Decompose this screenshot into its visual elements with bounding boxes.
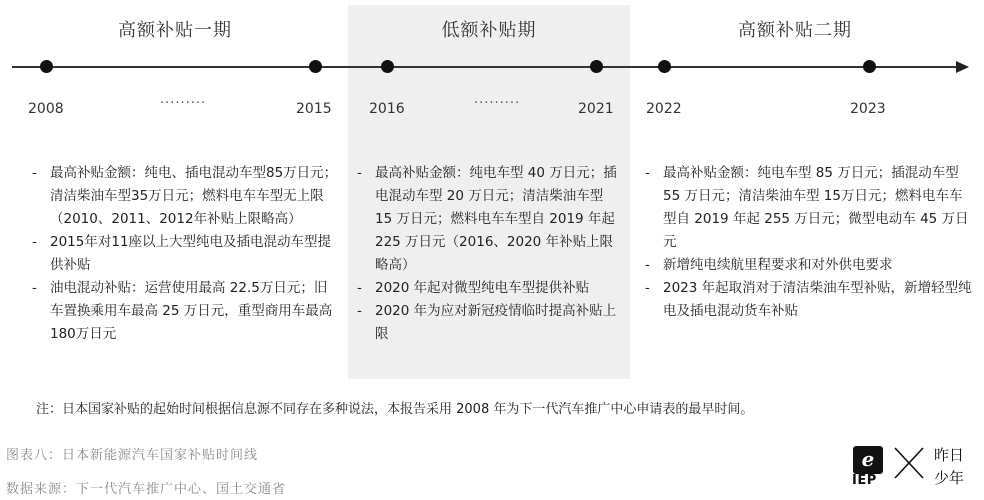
phase-1-item: - 最高补贴金额：纯电、插电混动车型85万日元；清洁柴油车型35万日元；燃料电车车型无上限（2010、2011、2012年补贴上限略高）	[30, 162, 338, 231]
data-source: 数据来源：下一代汽车推广中心、国土交通省	[6, 482, 287, 497]
year-label-2023: 2023	[850, 101, 886, 117]
timeline-dot-2021	[590, 60, 603, 73]
phase-2-details	[355, 162, 623, 346]
partner-logo-line-1: 昨日	[934, 446, 965, 464]
iep-logo-icon: e	[853, 446, 883, 474]
footnote: 注：日本国家补贴的起始时间根据信息源不同存在多种说法，本报告采用 2008 年为下一代汽车推广中心申请表的最早时间。	[36, 402, 754, 417]
year-label-2016: 2016	[369, 101, 405, 117]
phase-1-item: - 2015年对11座以上大型纯电及插电混动车型提供补贴	[30, 231, 338, 277]
year-label-2022: 2022	[646, 101, 682, 117]
phase-label-high-1: 高额补贴一期	[118, 20, 232, 41]
year-label-2008: 2008	[28, 101, 64, 117]
phase-1-details	[30, 162, 338, 346]
iep-logo-text: IEP	[852, 473, 877, 488]
phase-1-item: - 油电混动补贴：运营使用最高 22.5万日元；旧车置换乘用车最高 25 万日元，重型商用车最高180万日元	[30, 277, 338, 346]
partner-logo-text	[934, 444, 974, 490]
year-ellipsis-2: ·········	[474, 96, 521, 111]
phase-2-item: - 最高补贴金额：纯电车型 40 万日元；插电混动车型 20 万日元；清洁柴油车型 15 万日元；燃料电车车型自 2019 年起 225 万日元（2016、2020 年补贴上限略高）	[355, 162, 623, 277]
phase-3-item: - 最高补贴金额：纯电车型 85 万日元；插混动车型 55 万日元；清洁柴油车型 15万日元；燃料电车车型自 2019 年起 255 万日元；微型电动车 45 万日元	[643, 162, 975, 254]
partner-logo-line-2: 少年	[934, 469, 965, 487]
phase-3-item: - 新增纯电续航里程要求和对外供电要求	[643, 254, 975, 277]
timeline-dot-2023	[863, 60, 876, 73]
phase-2-item: - 2020 年起对微型纯电车型提供补贴	[355, 277, 623, 300]
phase-label-high-2: 高额补贴二期	[738, 20, 852, 41]
timeline-dot-2016	[381, 60, 394, 73]
timeline-dot-2015	[309, 60, 322, 73]
year-ellipsis-1: ·········	[160, 96, 207, 111]
figure-caption: 图表八：日本新能源汽车国家补贴时间线	[6, 448, 259, 463]
year-label-2015: 2015	[296, 101, 332, 117]
phase-3-item: - 2023 年起取消对于清洁柴油车型补贴，新增轻型纯电及插电混动货车补贴	[643, 277, 975, 323]
phase-3-details	[643, 162, 975, 323]
timeline-dot-2008	[40, 60, 53, 73]
phase-2-item: - 2020 年为应对新冠疫情临时提高补贴上限	[355, 300, 623, 346]
timeline-arrow-icon	[956, 61, 969, 73]
year-label-2021: 2021	[578, 101, 614, 117]
timeline-dot-2022	[658, 60, 671, 73]
timeline-axis	[12, 66, 960, 68]
collab-cross-icon	[893, 446, 925, 480]
phase-label-low: 低额补贴期	[441, 20, 537, 41]
